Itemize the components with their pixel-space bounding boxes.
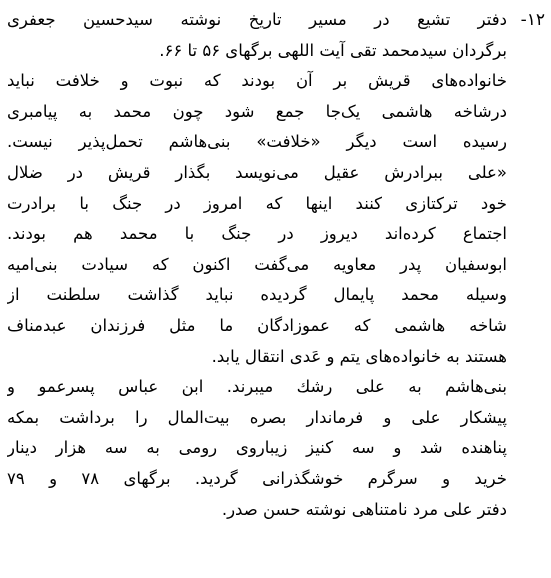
text-line: هستند به خانواده‌های یتم و عَدی انتقال یابد. — [211, 346, 507, 366]
text-line: خانواده‌های قریش بر آن بودند که نبوت و خلافت نباید — [7, 71, 507, 91]
text-line: بنی‌هاشم به علی رشك میبرند. ابن عباس پسرعمو و — [7, 377, 507, 397]
text-line: رسیده است دیگر «خلافت» بنی‌هاشم تحمل‌پذیر نیست. — [7, 132, 507, 152]
text-line: دفتر تشیع در مسیر تاریخ نوشته سیدحسین جعفری — [7, 10, 507, 29]
text-line: خود ترکتازی کنند اینها که امروز در جنگ با برادرت — [7, 193, 507, 213]
text-line: شاخه هاشمی که عموزادگان ما مثل فرزندان عبدمناف — [7, 315, 507, 335]
footnote-number: -۱۲ — [520, 10, 545, 30]
footnote-text — [7, 5, 507, 525]
text-line: پناهنده شد و سه کنیز زیباروی رومی به سه هزار دینار — [7, 438, 507, 458]
text-line: دفتر علی مرد نامتناهی نوشته حسن صدر. — [221, 499, 507, 519]
text-line: وسیله محمد پایمال گردیده نباید گذاشت سلطنت از — [7, 285, 507, 305]
text-line: درشاخه هاشمی یک‌جا جمع شود چون محمد به پیامبری — [7, 101, 507, 121]
text-line: برگردان سیدمحمد تقی آیت اللهی برگهای ۵۶ تا ۶۶. — [159, 40, 507, 60]
text-line: اجتماع کرده‌اند دیروز در جنگ با محمد هم بودند. — [7, 224, 507, 244]
text-line: پیشکار علی و فرماندار بصره بیت‌المال را برداشت بمکه — [7, 407, 507, 427]
text-line: ابوسفیان پدر معاویه می‌گفت اکنون که سیادت بنی‌امیه — [7, 254, 507, 274]
text-line: «علی ببرادرش عقیل می‌نویسد بگذار قریش در ضلال — [7, 162, 507, 182]
text-line: خرید و سرگرم خوشگذرانی گردید. برگهای ۷۸ و ۷۹ — [7, 468, 507, 488]
